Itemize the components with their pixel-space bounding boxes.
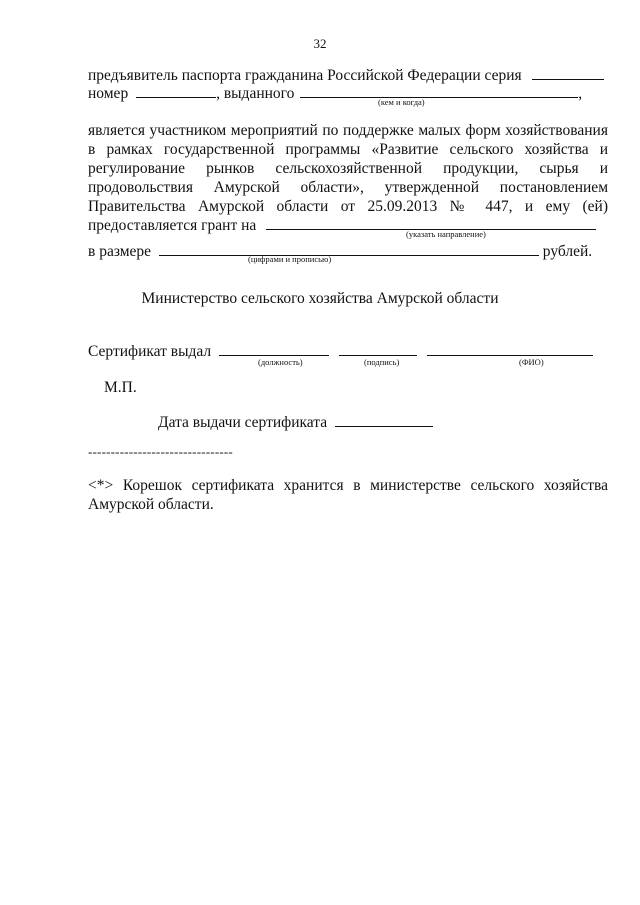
stamp-label: М.П. xyxy=(104,379,137,396)
issued-end: , xyxy=(578,85,583,102)
position-blank xyxy=(219,342,329,356)
passport-number-label: номер xyxy=(88,85,129,102)
paragraph-line-3: регулирование рынков сельскохозяйственной продукции, сырья и xyxy=(88,160,608,177)
passport-number-line xyxy=(88,84,608,103)
amount-line xyxy=(88,242,608,261)
paragraph-line-1: является участником мероприятий по поддержке малых форм хозяйствования xyxy=(88,122,608,139)
passport-series-blank xyxy=(532,66,604,80)
full-name-hint: (ФИО) xyxy=(519,357,544,367)
paragraph-line-4: продовольствия Амурской области», утвержденной постановлением xyxy=(88,179,608,196)
direction-hint: (указать направление) xyxy=(406,229,486,239)
issued-by-blank xyxy=(300,84,578,98)
passport-number-blank xyxy=(136,84,216,98)
ministry-name: Министерство сельского хозяйства Амурской области xyxy=(141,290,499,307)
issue-date-label: Дата выдачи сертификата xyxy=(158,414,328,431)
amount-hint: (цифрами и прописью) xyxy=(248,254,332,264)
signature-hint: (подпись) xyxy=(364,357,400,367)
paragraph-line-2: в рамках государственной программы «Развитие сельского хозяйства и xyxy=(88,141,608,158)
grant-label: предоставляется грант на xyxy=(88,217,257,234)
page-number: 32 xyxy=(313,36,327,51)
amount-currency: рублей. xyxy=(542,243,593,260)
issued-hint: (кем и когда) xyxy=(378,97,425,107)
grant-direction-blank xyxy=(266,216,596,230)
issue-date-line xyxy=(158,413,458,432)
paragraph-line-5: Правительства Амурской области от 25.09.2013 № 447, и ему (ей) xyxy=(88,198,608,215)
grant-line xyxy=(88,216,608,235)
amount-label: в размере xyxy=(88,243,152,260)
footnote-text: <*> Корешок сертификата хранится в министерстве сельского хозяйства Амурской области. xyxy=(88,477,608,513)
signature-blank xyxy=(339,342,417,356)
issue-date-blank xyxy=(335,413,433,427)
position-hint: (должность) xyxy=(258,357,303,367)
amount-blank xyxy=(159,242,539,256)
passport-series-text: предъявитель паспорта гражданина Российской Федерации серия xyxy=(88,67,522,84)
full-name-blank xyxy=(427,342,593,356)
passport-series-line xyxy=(88,66,608,85)
certificate-issued-label: Сертификат выдал xyxy=(88,343,212,360)
footnote-separator: -------------------------------- xyxy=(88,444,233,459)
issued-label: , выданного xyxy=(216,85,295,102)
